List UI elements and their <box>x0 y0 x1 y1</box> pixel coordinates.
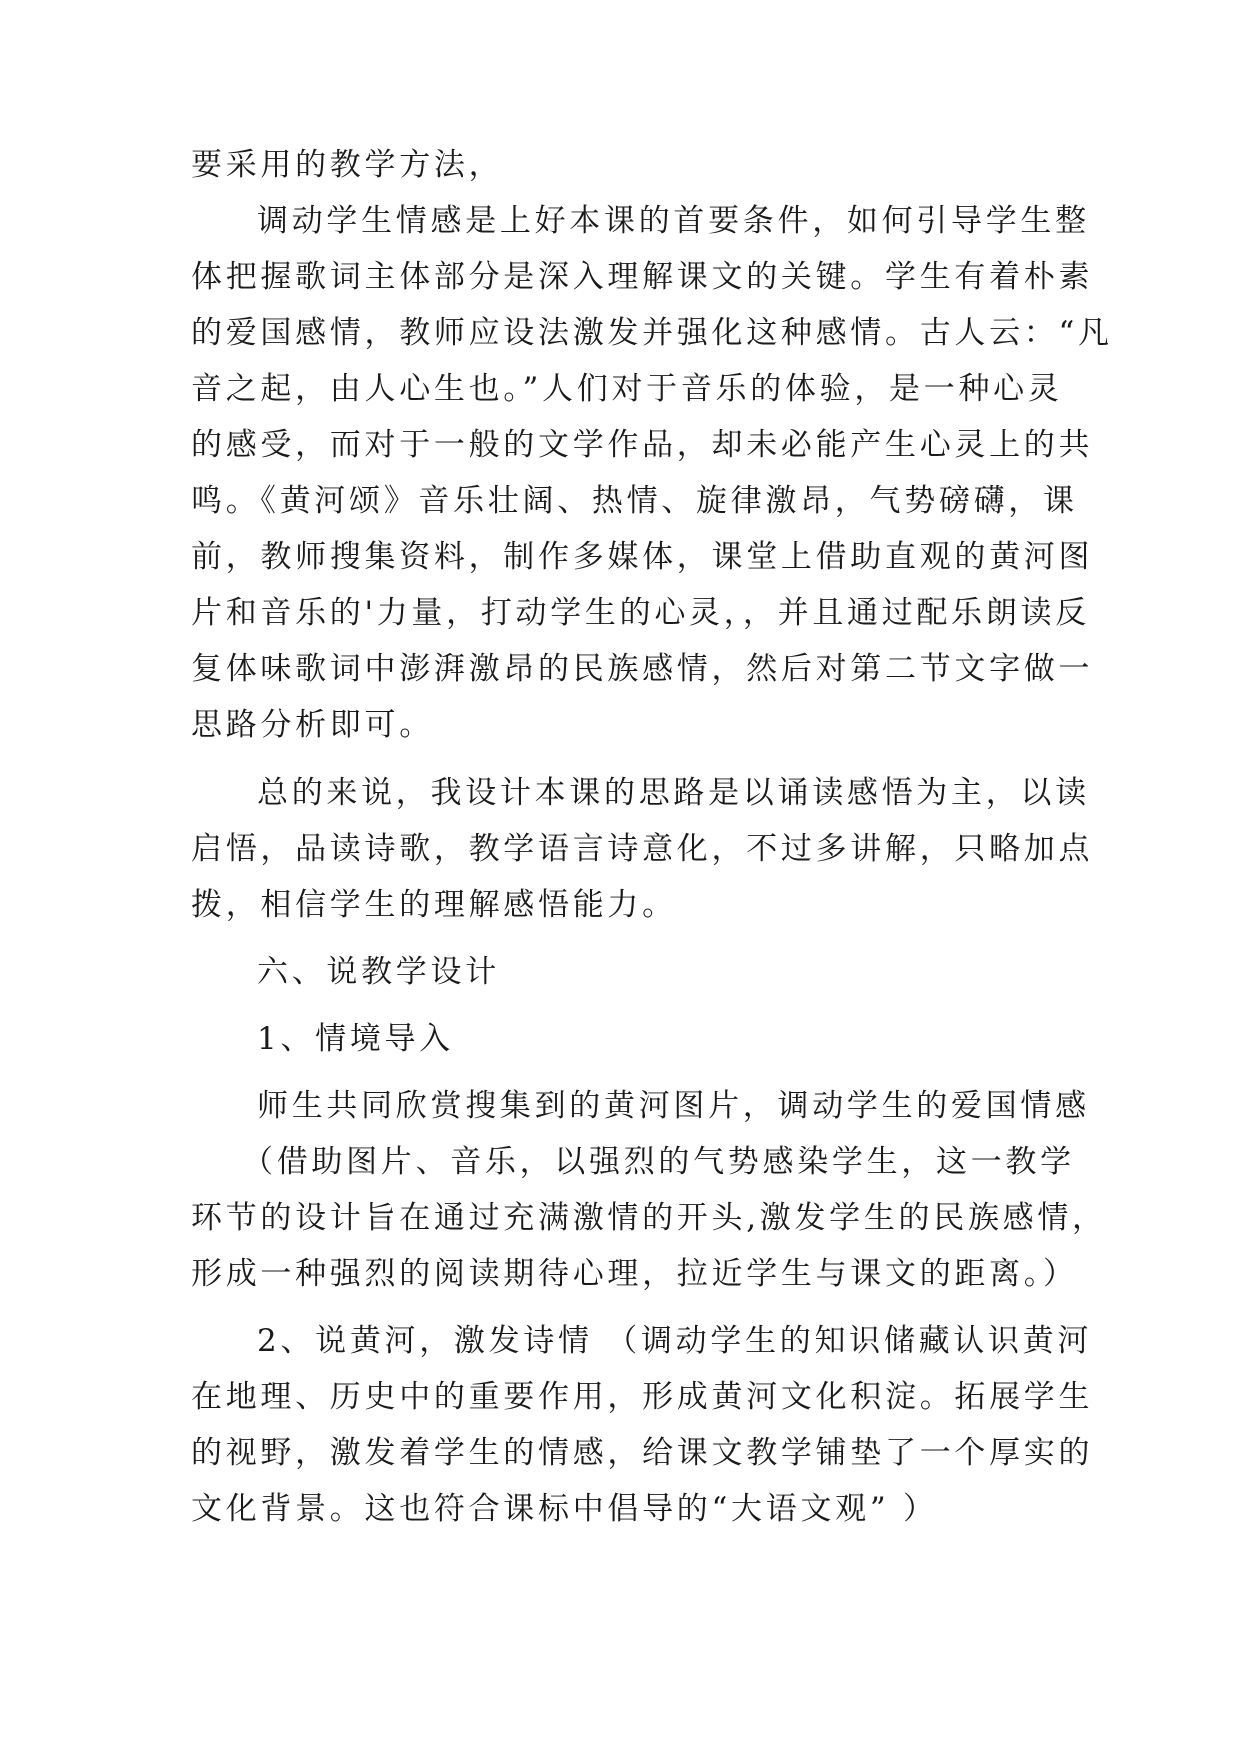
text-line: 在地理、历史中的重要作用，形成黄河文化积淀。拓展学生 <box>191 1379 1094 1415</box>
text-line: 思路分析即可。 <box>191 707 434 743</box>
text-line: 片和音乐的'力量，打动学生的心灵，，并且通过配乐朗读反 <box>191 595 1090 631</box>
text-line: 音之起，由人心生也。”人们对于音乐的体验，是一种心灵 <box>191 371 1063 407</box>
text-line: 的视野，激发着学生的情感，给课文教学铺垫了一个厚实的 <box>191 1435 1094 1471</box>
text-line: 的爱国感情，教师应设法激发并强化这种感情。古人云：“凡 <box>191 315 1113 351</box>
paragraph-first-line: 师生共同欣赏搜集到的黄河图片，调动学生的爱国情感 <box>257 1088 1090 1124</box>
text-line: 要采用的教学方法， <box>191 147 504 183</box>
paragraph-first-line: 调动学生情感是上好本课的首要条件，如何引导学生整 <box>257 203 1090 239</box>
paragraph-first-line: 2、说黄河，激发诗情 （调动学生的知识储藏认识黄河 <box>257 1323 1093 1359</box>
text-line: 体把握歌词主体部分是深入理解课文的关键。学生有着朴素 <box>191 259 1094 295</box>
text-line: （借助图片、音乐，以强烈的气势感染学生，这一教学 <box>242 1144 1075 1180</box>
text-line: 拨，相信学生的理解感悟能力。 <box>191 887 677 923</box>
text-line: 启悟，品读诗歌，教学语言诗意化，不过多讲解，只略加点 <box>191 831 1094 867</box>
paragraph-first-line: 总的来说，我设计本课的思路是以诵读感悟为主，以读 <box>257 775 1090 811</box>
text-line: 环节的设计旨在通过充满激情的开头,激发学生的民族感情， <box>191 1200 1107 1236</box>
text-line: 形成一种强烈的阅读期待心理，拉近学生与课文的距离。） <box>191 1256 1078 1292</box>
text-line: 的感受，而对于一般的文学作品，却未必能产生心灵上的共 <box>191 427 1094 463</box>
section-heading: 六、说教学设计 <box>257 954 500 990</box>
text-line: 文化背景。这也符合课标中倡导的“大语文观” ） <box>191 1491 938 1527</box>
text-line: 复体味歌词中澎湃激昂的民族感情，然后对第二节文字做一 <box>191 651 1094 687</box>
subsection-heading: 1、情境导入 <box>257 1021 454 1057</box>
text-line: 前，教师搜集资料，制作多媒体，课堂上借助直观的黄河图 <box>191 539 1094 575</box>
text-line: 鸣。《黄河颂》音乐壮阔、热情、旋律激昂，气势磅礴，课 <box>191 483 1078 519</box>
